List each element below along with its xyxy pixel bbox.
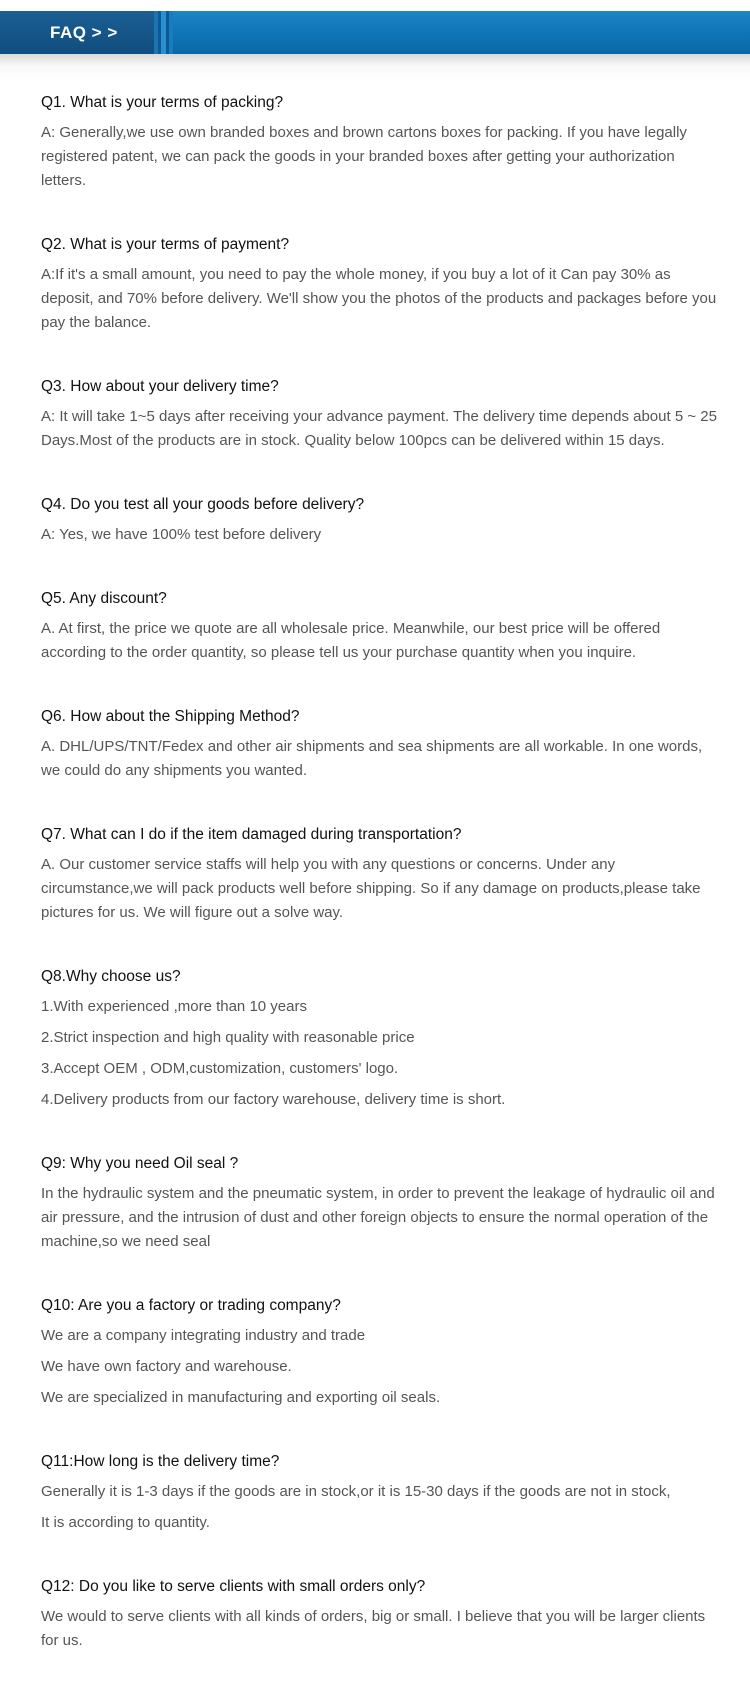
faq-question: Q10: Are you a factory or trading company? — [41, 1297, 341, 1314]
faq-answer-line: Generally it is 1-3 days if the goods are in stock,or it is 15-30 days if the goods are not in stock, — [41, 1483, 671, 1500]
faq-question: Q6. How about the Shipping Method? — [41, 708, 300, 725]
faq-question: Q7. What can I do if the item damaged during transportation? — [41, 826, 462, 843]
faq-answer: A:If it's a small amount, you need to pay the whole money, if you buy a lot of it Can pay 30% as deposit, and 70% before delivery. We'll show you the photos of the products and packages before you pay the balance. — [41, 266, 717, 331]
faq-answer-line: 2.Strict inspection and high quality with reasonable price — [41, 1029, 415, 1046]
banner-stripe — [169, 11, 173, 54]
faq-item-q11 — [41, 1450, 721, 1535]
faq-item-q9 — [41, 1152, 721, 1254]
faq-item-q1 — [41, 91, 721, 193]
faq-answer: In the hydraulic system and the pneumatic system, in order to prevent the leakage of hydraulic oil and air pressure, and the intrusion of dust and other foreign objects to ensure the normal operation of the machine,so we need seal — [41, 1185, 715, 1250]
faq-question: Q11:How long is the delivery time? — [41, 1453, 280, 1470]
faq-answer: A. Our customer service staffs will help you with any questions or concerns. Under any circumstance,we will pack products well before shipping. So if any damage on products,please take pictures for us. We will figure out a solve way. — [41, 856, 701, 921]
faq-banner — [0, 11, 750, 54]
faq-question: Q2. What is your terms of payment? — [41, 236, 290, 253]
faq-answer-line: We are specialized in manufacturing and exporting oil seals. — [41, 1389, 441, 1406]
faq-answer-line: 3.Accept OEM , ODM,customization, customers' logo. — [41, 1060, 399, 1077]
faq-item-q3 — [41, 375, 721, 453]
faq-question: Q9: Why you need Oil seal ? — [41, 1155, 239, 1172]
faq-answer: A. At first, the price we quote are all wholesale price. Meanwhile, our best price will be offered according to the order quantity, so please tell us your purchase quantity when you inquire. — [41, 620, 661, 661]
faq-item-q2 — [41, 233, 721, 335]
faq-answer-line: 4.Delivery products from our factory warehouse, delivery time is short. — [41, 1091, 506, 1108]
faq-question: Q8.Why choose us? — [41, 968, 181, 985]
faq-item-q7 — [41, 823, 721, 925]
faq-answer-line: We are a company integrating industry and trade — [41, 1327, 366, 1344]
faq-question: Q5. Any discount? — [41, 590, 167, 607]
faq-item-q10 — [41, 1294, 721, 1410]
faq-answer-line: We have own factory and warehouse. — [41, 1358, 292, 1375]
faq-answer: A: Generally,we use own branded boxes and brown cartons boxes for packing. If you have legally registered patent, we can pack the goods in your branded boxes after getting your authorization letters. — [41, 124, 687, 189]
faq-question: Q12: Do you like to serve clients with small orders only? — [41, 1578, 426, 1595]
faq-item-q4 — [41, 493, 721, 547]
faq-question: Q3. How about your delivery time? — [41, 378, 279, 395]
faq-question: Q1. What is your terms of packing? — [41, 94, 284, 111]
faq-answer: A: Yes, we have 100% test before delivery — [41, 526, 322, 543]
faq-answer-line: 1.With experienced ,more than 10 years — [41, 998, 307, 1015]
faq-item-q12 — [41, 1575, 721, 1653]
faq-list — [41, 91, 721, 1693]
faq-answer: A: It will take 1~5 days after receiving your advance payment. The delivery time depends about 5 ~ 25 Days.Most of the products are in stock. Quality below 100pcs can be delivered within 15 days. — [41, 408, 717, 449]
faq-answer: A. DHL/UPS/TNT/Fedex and other air shipments and sea shipments are all workable. In one words, we could do any shipments you wanted. — [41, 738, 703, 779]
faq-answer: We would to serve clients with all kinds of orders, big or small. I believe that you will be larger clients for us. — [41, 1608, 706, 1649]
faq-item-q6 — [41, 705, 721, 783]
faq-item-q5 — [41, 587, 721, 665]
faq-item-q8 — [41, 965, 721, 1112]
banner-shadow — [0, 54, 750, 80]
faq-answer-line: It is according to quantity. — [41, 1514, 210, 1531]
faq-question: Q4. Do you test all your goods before delivery? — [41, 496, 365, 513]
page-title: FAQ > > — [50, 23, 118, 42]
